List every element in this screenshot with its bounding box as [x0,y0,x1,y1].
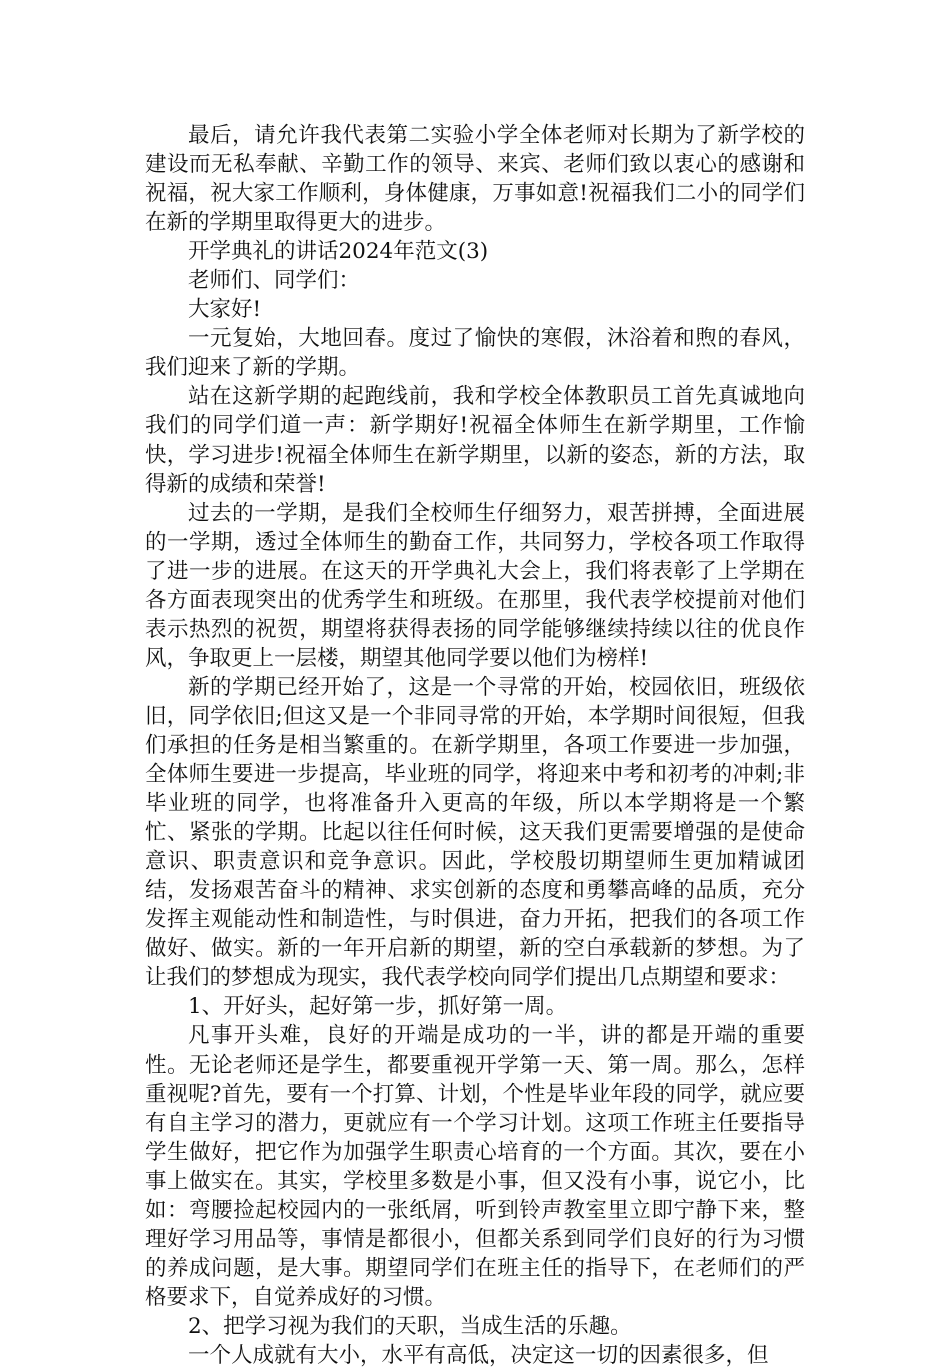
list-item-heading-2: 2、把学习视为我们的天职，当成生活的乐趣。 [188,1313,632,1339]
list-item-heading-1: 1、开好头，起好第一步，抓好第一周。 [188,994,568,1020]
paragraph-truncated: 一个人成就有大小，水平有高低，决定这一切的因素很多，但 [188,1342,769,1368]
paragraph-past-term: 过去的一学期，是我们全校师生仔细努力，艰苦拼搏，全面进展的一学期，透过全体师生的勤奋工作，共同努力，学校各项工作取得了进一步的进展。在这天的开学典礼大会上，我们将表彰了上学期在各方面表现突出的优秀学生和班级。在那里，我代表学校提前对他们表示热烈的祝贺，期望将获得表扬的同学能够继续持续以往的优良作风，争取更上一层楼，期望其他同学要以他们为榜样! [145,500,805,671]
paragraph-new-term-tasks: 新的学期已经开始了，这是一个寻常的开始，校园依旧，班级依旧，同学依旧;但这又是一个非同寻常的开始，本学期时间很短，但我们承担的任务是相当繁重的。在新学期里，各项工作要进一步加强，全体师生要进一步提高，毕业班的同学，将迎来中考和初考的冲刺;非毕业班的同学，也将准备升入更高的年级，所以本学期将是一个繁忙、紧张的学期。比起以往任何时候，这天我们更需要增强的是使命意识、职责意识和竞争意识。因此，学校殷切期望师生更加精诚团结，发扬艰苦奋斗的精神、求实创新的态度和勇攀高峰的品质，充分发挥主观能动性和制造性，与时俱进，奋力开拓，把我们的各项工作做好、做实。新的一年开启新的期望，新的空白承载新的梦想。为了让我们的梦想成为现实，我代表学校向同学们提出几点期望和要求： [145,674,805,991]
salutation: 老师们、同学们： [188,268,361,294]
paragraph-new-term-wishes: 站在这新学期的起跑线前，我和学校全体教职员工首先真诚地向我们的同学们道一声：新学期好!祝福全体师生在新学期里，工作愉快，学习进步!祝福全体师生在新学期里，以新的姿态，新的方法，取得新的成绩和荣誉! [145,384,805,497]
paragraph-intro: 一元复始，大地回春。度过了愉快的寒假，沐浴着和煦的春风，我们迎来了新的学期。 [145,326,805,381]
paragraph-closing-thanks: 最后，请允许我代表第二实验小学全体老师对长期为了新学校的建设而无私奉献、辛勤工作的领导、来宾、老师们致以衷心的感谢和祝福，祝大家工作顺利，身体健康，万事如意!祝福我们二小的同学们在新的学期里取得更大的进步。 [145,123,805,236]
greeting: 大家好! [188,297,262,323]
section-heading: 开学典礼的讲话2024年范文(3) [188,239,489,265]
document-body [145,121,805,1370]
paragraph-good-start: 凡事开头难，良好的开端是成功的一半，讲的都是开端的重要性。无论老师还是学生，都要重视开学第一天、第一周。那么，怎样重视呢?首先，要有一个打算、计划，个性是毕业年段的同学，就应要有自主学习的潜力，更就应有一个学习计划。这项工作班主任要指导学生做好，把它作为加强学生职责心培育的一个方面。其次，要在小事上做实在。其实，学校里多数是小事，但又没有小事，说它小，比如：弯腰捡起校园内的一张纸屑，听到铃声教室里立即宁静下来，整理好学习用品等，事情是都很小，但都关系到同学们良好的行为习惯的养成问题，是大事。期望同学们在班主任的指导下，在老师们的严格要求下，自觉养成好的习惯。 [145,1023,805,1310]
